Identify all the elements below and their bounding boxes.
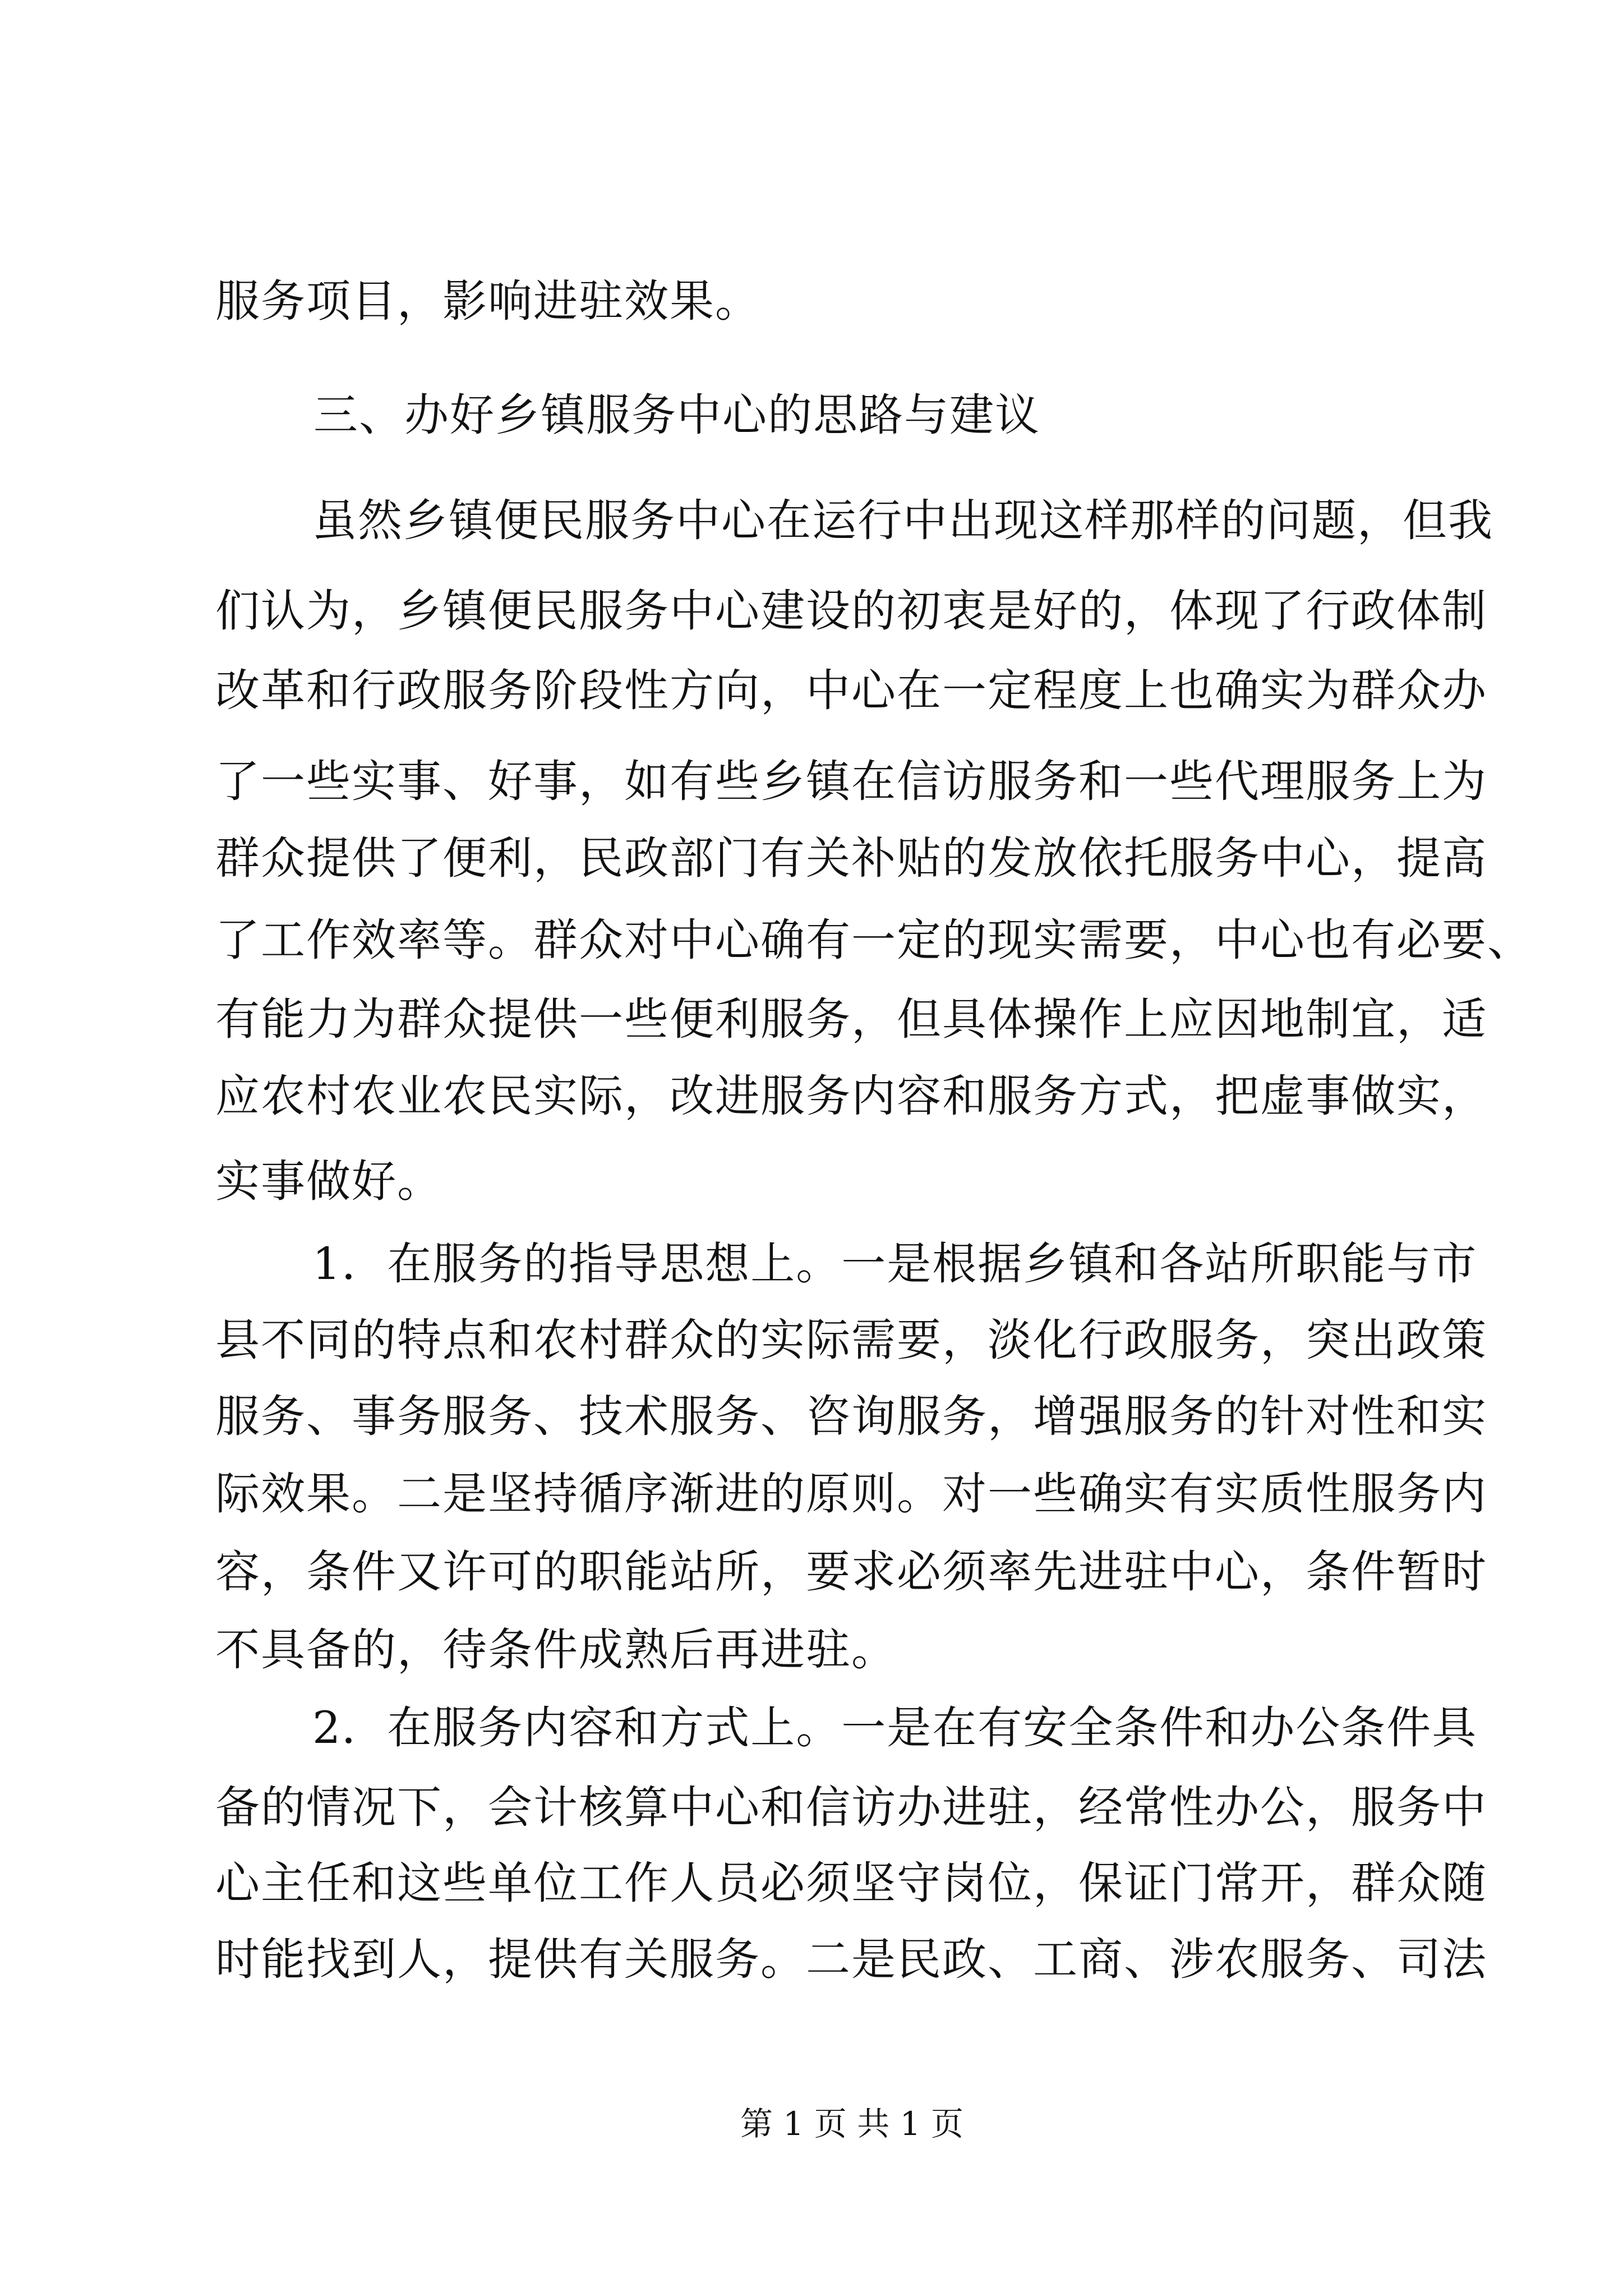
text-line-1-heading: 三、办好乡镇服务中心的思路与建议	[313, 389, 1040, 441]
text-line-18: 备的情况下，会计核算中心和信访办进驻，经常性办公，服务中	[215, 1782, 1487, 1833]
text-line-15: 容，条件又许可的职能站所，要求必须率先进驻中心，条件暂时	[215, 1546, 1487, 1598]
text-line-8: 有能力为群众提供一些便利服务，但具体操作上应因地制宜，适	[215, 993, 1487, 1045]
text-line-13: 服务、事务服务、技术服务、咨询服务，增强服务的针对性和实	[215, 1391, 1487, 1442]
text-line-19: 心主任和这些单位工作人员必须坚守岗位，保证门常开，群众随	[215, 1857, 1487, 1909]
text-line-14: 际效果。二是坚持循序渐进的原则。对一些确实有实质性服务内	[215, 1468, 1487, 1520]
text-line-3: 们认为，乡镇便民服务中心建设的初衷是好的，体现了行政体制	[215, 585, 1487, 637]
page-footer: 第 1 页 共 1 页	[740, 2105, 963, 2143]
text-line-7: 了工作效率等。群众对中心确有一定的现实需要，中心也有必要、	[215, 914, 1533, 966]
text-line-9: 应农村农业农民实际，改进服务内容和服务方式，把虚事做实，	[215, 1070, 1487, 1122]
text-line-6: 群众提供了便利，民政部门有关补贴的发放依托服务中心，提高	[215, 832, 1487, 884]
text-line-10: 实事做好。	[215, 1156, 442, 1207]
text-line-20: 时能找到人，提供有关服务。二是民政、工商、涉农服务、司法	[215, 1934, 1487, 1985]
text-line-0: 服务项目，影响进驻效果。	[215, 275, 760, 327]
text-line-11: 1．在服务的指导思想上。一是根据乡镇和各站所职能与市	[312, 1238, 1478, 1290]
text-line-4: 改革和行政服务阶段性方向，中心在一定程度上也确实为群众办	[215, 665, 1487, 716]
text-line-16: 不具备的，待条件成熟后再进驻。	[215, 1624, 897, 1676]
text-line-17: 2．在服务内容和方式上。一是在有安全条件和办公条件具	[312, 1702, 1478, 1754]
text-line-5: 了一些实事、好事，如有些乡镇在信访服务和一些代理服务上为	[215, 756, 1487, 807]
text-line-2: 虽然乡镇便民服务中心在运行中出现这样那样的问题，但我	[312, 495, 1493, 546]
text-line-12: 县不同的特点和农村群众的实际需要，淡化行政服务，突出政策	[215, 1314, 1487, 1366]
